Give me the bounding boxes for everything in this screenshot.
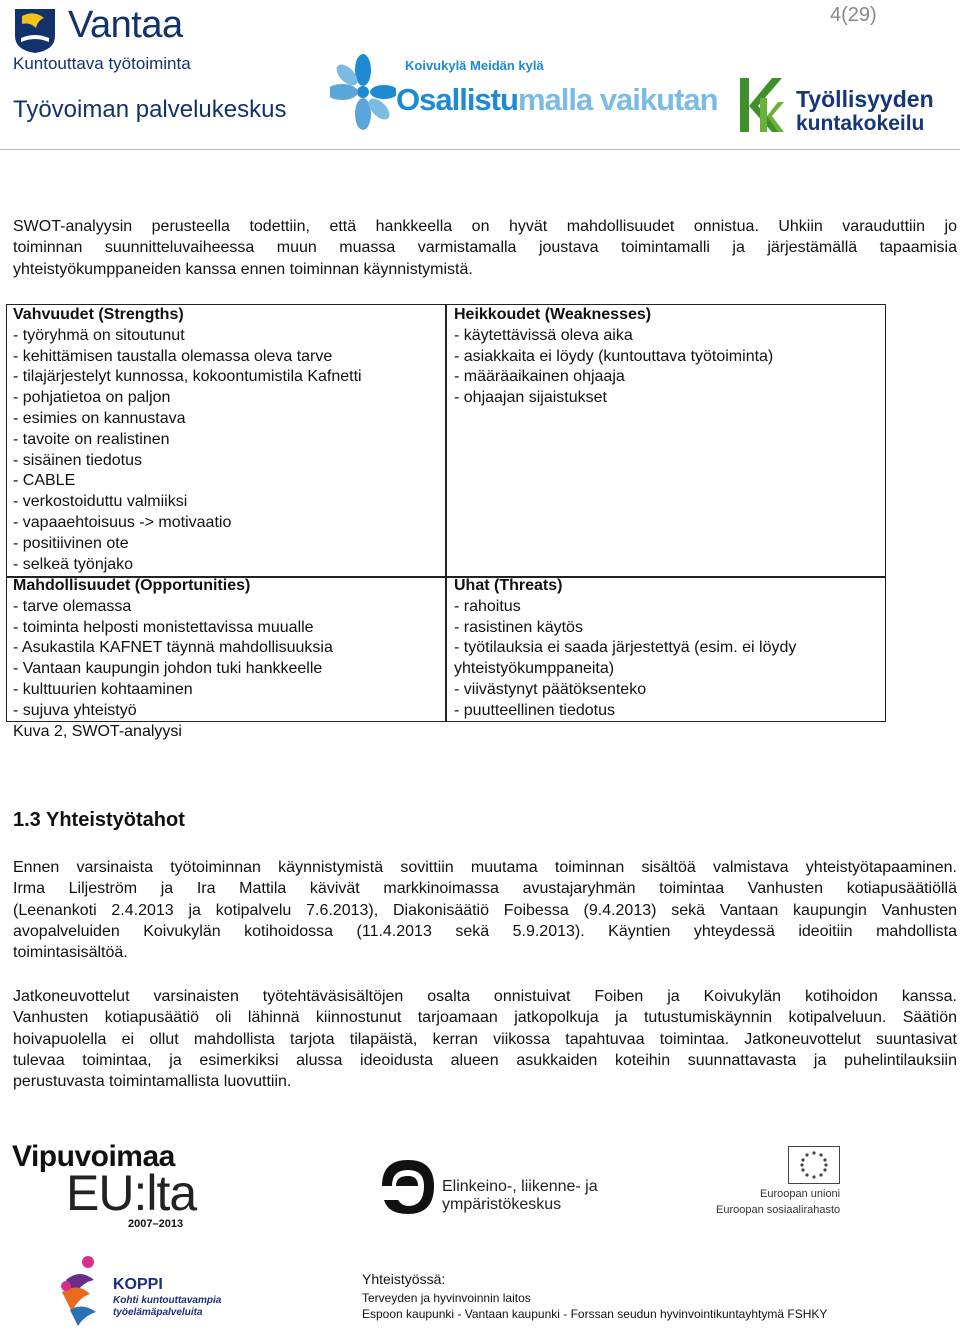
intro-line: yhteistyökumppaneiden kanssa ennen toiminnan käynnistymistä. bbox=[13, 260, 473, 278]
threat-item: - rahoitus bbox=[454, 597, 521, 615]
kuntakokeilu-text: kuntakokeilu bbox=[796, 112, 925, 135]
header-subtitle: Kuntouttava työtoiminta bbox=[13, 54, 191, 73]
osallistumalla-logo bbox=[396, 82, 718, 118]
swot-table bbox=[6, 304, 886, 722]
threat-item: yhteistyökumppaneita) bbox=[454, 660, 615, 678]
swot-threats-cell bbox=[454, 576, 882, 722]
weakness-item: - ohjaajan sijaistukset bbox=[454, 389, 607, 407]
vipuvoimaa-logo-text: Vipuvoimaa bbox=[12, 1140, 175, 1173]
tyollisyyden-text: Työllisyyden bbox=[796, 86, 934, 112]
eu-flag-icon bbox=[788, 1146, 840, 1184]
paragraph-line: toimintasisältöä. bbox=[13, 944, 128, 962]
tyollisyyden-kuntakokeilu-logo bbox=[738, 72, 784, 136]
header-divider bbox=[0, 149, 960, 150]
koppi-name: KOPPI bbox=[113, 1276, 163, 1293]
threat-item: - viivästynyt päätöksenteko bbox=[454, 680, 647, 698]
threat-item: - työtilauksia ei saada järjestettyä (esim. ei löydy bbox=[454, 639, 797, 657]
koppi-tagline-2: työelämäpalveluita bbox=[113, 1307, 203, 1318]
paragraph-line: (Leenankoti 2.4.2013 ja kotipalvelu 7.6.2013), Diakonisäätiö Foibessa (9.4.2013) sekä Vantaan kaupungin Vanhusten bbox=[13, 901, 957, 919]
weakness-item: - asiakkaita ei löydy (kuntouttava työtoiminta) bbox=[454, 347, 774, 365]
vantaa-crest-logo bbox=[12, 6, 58, 54]
ely-line-2: ympäristökeskus bbox=[442, 1196, 562, 1213]
paragraph-line: Ennen varsinaista työtoiminnan käynnistymistä sovittiin muutama toiminnan sisältöä valmistava yhteistyötapaaminen. bbox=[13, 859, 957, 876]
page-number: 4(29) bbox=[830, 4, 877, 26]
vipuvoimaa-years: 2007–2013 bbox=[128, 1218, 184, 1230]
intro-line: SWOT-analyysin perusteella todettiin, että hankkeella on hyvät mahdollisuudet onnistua. Uhkiin varauduttiin jo bbox=[13, 218, 957, 235]
opportunities-heading: Mahdollisuudet (Opportunities) bbox=[13, 577, 251, 594]
threat-item: - puutteellinen tiedotus bbox=[454, 701, 615, 719]
paragraph-line: Irma Liljeström ja Ira Mattila kävivät markkinoimassa avustajaryhmän toimintaa Vanhusten kotiapusäätiöllä bbox=[13, 880, 957, 898]
intro-line: toiminnan suunnitteluvaiheessa muun muassa varmistamalla joustava toimintamalli ja järjestämällä tapaamisia bbox=[13, 239, 957, 257]
strength-item: - esimies on kannustava bbox=[13, 409, 186, 427]
eu-line-1: Euroopan unioni bbox=[760, 1188, 841, 1200]
ely-line-1: Elinkeino-, liikenne- ja bbox=[442, 1178, 598, 1195]
eu-lta-logo-text: EU:lta bbox=[66, 1165, 197, 1221]
intro-paragraph bbox=[13, 216, 957, 280]
strength-item: - sisäinen tiedotus bbox=[13, 451, 142, 469]
figure-caption: Kuva 2, SWOT-analyysi bbox=[13, 723, 182, 740]
opportunity-item: - Vantaan kaupungin johdon tuki hankkeelle bbox=[13, 660, 323, 678]
malla-vaikutan-text: malla vaikutan bbox=[517, 82, 718, 117]
strength-item: - tavoite on realistinen bbox=[13, 430, 170, 448]
ely-keskus-logo bbox=[378, 1156, 436, 1218]
opportunity-item: - tarve olemassa bbox=[13, 597, 132, 615]
partners-line-2: Espoon kaupunki - Vantaan kaupunki - Forssan seudun hyvinvointikuntayhtymä FSHKY bbox=[362, 1307, 828, 1321]
strength-item: - verkostoiduttu valmiiksi bbox=[13, 493, 188, 511]
strength-item: - selkeä työnjako bbox=[13, 555, 134, 573]
paragraph-line: avopalveluiden Koivukylän kotihoidossa (11.4.2013 sekä 5.9.2013). Käyntien yhteydessä ideoitiin mahdollista bbox=[13, 922, 957, 940]
swot-strengths-cell bbox=[13, 305, 441, 575]
weakness-item: - määräaikainen ohjaaja bbox=[454, 368, 625, 386]
strength-item: - kehittämisen taustalla olemassa oleva tarve bbox=[13, 347, 333, 365]
strength-item: - pohjatietoa on paljon bbox=[13, 389, 171, 407]
strength-item: - positiivinen ote bbox=[13, 534, 129, 552]
koppi-tagline-1: Kohti kuntouttavampia bbox=[113, 1295, 222, 1306]
paragraph-line: tulevaa toimintaa, ja esimerkiksi alussa ideoidusta alueen asukkaiden koteihin suunnattavasta ja puhelintilauksiin bbox=[13, 1051, 957, 1069]
section-heading: 1.3 Yhteistyötahot bbox=[13, 809, 185, 831]
swot-weaknesses-cell bbox=[454, 305, 882, 409]
partners-label: Yhteistyössä: bbox=[362, 1271, 446, 1287]
opportunity-item: - toiminta helposti monistettavissa muualle bbox=[13, 618, 314, 636]
weaknesses-heading: Heikkoudet (Weaknesses) bbox=[454, 306, 652, 323]
koivukyla-flower-logo bbox=[330, 52, 396, 132]
section-paragraph-1 bbox=[13, 857, 957, 963]
paragraph-line: Vanhusten kotiapusäätiö oli lähinnä kiinnostunut tarjoamaan jatkopolkuja ja tutustumiskäynnin kotipalveluun. Säätiön bbox=[13, 1009, 957, 1027]
strength-item: - työryhmä on sitoutunut bbox=[13, 326, 185, 344]
paragraph-line: perustuvasta toimintamallista luovuttiin. bbox=[13, 1073, 292, 1091]
swot-opportunities-cell bbox=[13, 576, 441, 722]
header-title: Työvoiman palvelukeskus bbox=[13, 96, 287, 123]
section-paragraph-2 bbox=[13, 986, 957, 1092]
opportunity-item: - kulttuurien kohtaaminen bbox=[13, 680, 193, 698]
strength-item: - CABLE bbox=[13, 472, 76, 490]
eu-line-2: Euroopan sosiaalirahasto bbox=[716, 1204, 841, 1216]
strength-item: - vapaaehtoisuus -> motivaatio bbox=[13, 513, 232, 531]
strength-item: - tilajärjestelyt kunnossa, kokoontumistila Kafnetti bbox=[13, 368, 362, 386]
partners-line-1: Terveyden ja hyvinvoinnin laitos bbox=[362, 1291, 531, 1305]
swot-vertical-divider bbox=[445, 305, 447, 721]
koivukyla-tagline: Koivukylä Meidän kylä bbox=[405, 58, 544, 73]
paragraph-line: Jatkoneuvottelut varsinaisten työtehtäväsisältöjen osalta onnistuivat Foiben ja Koivukylän kotihoidon kanssa. bbox=[13, 988, 957, 1005]
weakness-item: - käytettävissä oleva aika bbox=[454, 326, 633, 344]
opportunity-item: - sujuva yhteistyö bbox=[13, 701, 137, 719]
paragraph-line: hoivapuolella ei ollut mahdollista tarjota tilapäistä, kerran viikossa tapahtuvaa toimintaa. Jatkoneuvottelut suuntasivat bbox=[13, 1030, 957, 1048]
threat-item: - rasistinen käytös bbox=[454, 618, 583, 636]
koppi-logo-icon bbox=[52, 1252, 108, 1328]
opportunity-item: - Asukastila KAFNET täynnä mahdollisuuksia bbox=[13, 639, 333, 657]
page-header bbox=[0, 0, 960, 150]
threats-heading: Uhat (Threats) bbox=[454, 577, 563, 594]
osallistu-text: Osallistu bbox=[396, 82, 518, 117]
vantaa-logo-text: Vantaa bbox=[68, 4, 183, 46]
strengths-heading: Vahvuudet (Strengths) bbox=[13, 306, 184, 323]
